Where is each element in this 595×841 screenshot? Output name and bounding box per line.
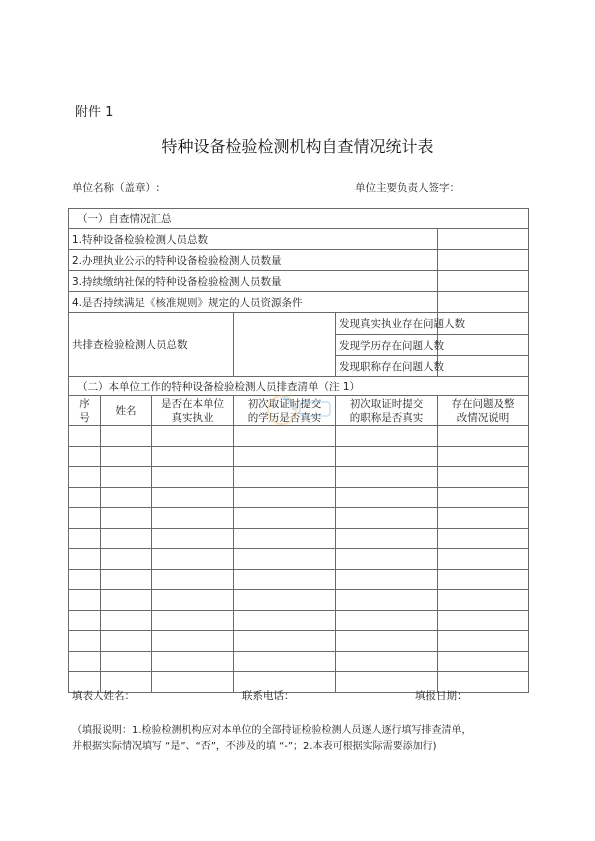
checklist-cell[interactable] <box>438 549 529 570</box>
summary-value-2[interactable] <box>438 250 529 271</box>
checklist-cell[interactable] <box>438 631 529 652</box>
issue-title-label: 发现职称存在问题人数 <box>336 356 438 377</box>
attachment-label: 附件 1 <box>75 105 114 120</box>
unit-name-label: 单位名称（盖章）: <box>72 182 160 194</box>
checklist-cell[interactable] <box>438 487 529 508</box>
checklist-cell[interactable] <box>69 651 101 672</box>
checklist-cell[interactable] <box>69 508 101 529</box>
checklist-cell[interactable] <box>336 487 438 508</box>
checklist-row <box>69 610 529 631</box>
checklist-cell[interactable] <box>152 631 234 652</box>
checklist-cell[interactable] <box>101 631 152 652</box>
principal-sign-label: 单位主要负责人签字： <box>355 182 460 194</box>
checklist-row <box>69 508 529 529</box>
checklist-cell[interactable] <box>69 631 101 652</box>
checklist-cell[interactable] <box>101 528 152 549</box>
checklist-cell[interactable] <box>101 569 152 590</box>
checklist-cell[interactable] <box>152 610 234 631</box>
checklist-row <box>69 590 529 611</box>
checklist-cell[interactable] <box>336 610 438 631</box>
summary-item-1: 1.特种设备检验检测人员总数 <box>69 229 438 250</box>
checklist-cell[interactable] <box>438 446 529 467</box>
checklist-cell[interactable] <box>152 446 234 467</box>
instructions-line-2: 并根据实际情况填写 “是”、“否”，不涉及的填 “-”；2.本表可根据实际需要添加行) <box>72 741 437 752</box>
checklist-cell[interactable] <box>234 446 336 467</box>
checklist-section-title: （二）本单位工作的特种设备检验检测人员排查清单（注 1） <box>69 377 529 396</box>
checklist-cell[interactable] <box>438 426 529 447</box>
checklist-cell[interactable] <box>152 426 234 447</box>
checklist-cell[interactable] <box>336 549 438 570</box>
checklist-cell[interactable] <box>101 651 152 672</box>
issue-practice-label: 发现真实执业存在问题人数 <box>336 313 438 335</box>
summary-item-4: 4.是否持续满足《核准规则》规定的人员资源条件 <box>69 292 438 313</box>
checklist-body <box>69 426 529 693</box>
summary-value-1[interactable] <box>438 229 529 250</box>
report-date-label: 填报日期： <box>415 690 468 702</box>
checklist-cell[interactable] <box>69 487 101 508</box>
checklist-cell[interactable] <box>438 590 529 611</box>
checklist-cell[interactable] <box>234 610 336 631</box>
checklist-cell[interactable] <box>69 446 101 467</box>
checklist-cell[interactable] <box>336 508 438 529</box>
checklist-cell[interactable] <box>101 508 152 529</box>
checklist-cell[interactable] <box>152 549 234 570</box>
issue-education-value[interactable] <box>438 335 529 356</box>
checklist-cell[interactable] <box>101 610 152 631</box>
cnki-style-watermark-icon <box>260 380 340 440</box>
checklist-row <box>69 569 529 590</box>
checklist-cell[interactable] <box>438 467 529 488</box>
total-checked-value[interactable] <box>234 313 336 377</box>
checklist-cell[interactable] <box>336 528 438 549</box>
checklist-cell[interactable] <box>69 467 101 488</box>
filler-name-label: 填表人姓名： <box>72 690 135 702</box>
checklist-cell[interactable] <box>336 446 438 467</box>
checklist-cell[interactable] <box>234 508 336 529</box>
checklist-cell[interactable] <box>101 549 152 570</box>
checklist-row <box>69 487 529 508</box>
checklist-cell[interactable] <box>234 569 336 590</box>
checklist-cell[interactable] <box>438 528 529 549</box>
checklist-cell[interactable] <box>69 569 101 590</box>
checklist-cell[interactable] <box>336 590 438 611</box>
checklist-cell[interactable] <box>101 590 152 611</box>
col-header-title: 初次取证时提交 的职称是否真实 <box>336 396 438 426</box>
checklist-cell[interactable] <box>69 528 101 549</box>
issue-education-label: 发现学历存在问题人数 <box>336 335 438 356</box>
checklist-cell[interactable] <box>336 569 438 590</box>
col-header-education: 初次取证时提交 的学历是否真实 <box>234 396 336 426</box>
checklist-cell[interactable] <box>101 467 152 488</box>
checklist-row <box>69 467 529 488</box>
col-header-index: 序 号 <box>69 396 101 426</box>
checklist-row <box>69 631 529 652</box>
checklist-cell[interactable] <box>234 631 336 652</box>
checklist-cell[interactable] <box>152 487 234 508</box>
checklist-cell[interactable] <box>152 508 234 529</box>
issue-title-value[interactable] <box>438 356 529 377</box>
checklist-row <box>69 446 529 467</box>
checklist-cell[interactable] <box>152 467 234 488</box>
checklist-cell[interactable] <box>101 446 152 467</box>
checklist-cell[interactable] <box>336 631 438 652</box>
checklist-cell[interactable] <box>101 487 152 508</box>
summary-value-3[interactable] <box>438 271 529 292</box>
checklist-cell[interactable] <box>234 549 336 570</box>
checklist-cell[interactable] <box>152 651 234 672</box>
summary-item-3: 3.持续缴纳社保的特种设备检验检测人员数量 <box>69 271 438 292</box>
self-inspection-table <box>68 208 529 693</box>
checklist-cell[interactable] <box>152 672 234 693</box>
col-header-practicing: 是否在本单位 真实执业 <box>152 396 234 426</box>
page-title: 特种设备检验检测机构自查情况统计表 <box>161 137 434 156</box>
checklist-cell[interactable] <box>234 487 336 508</box>
checklist-cell[interactable] <box>234 590 336 611</box>
instructions-line-1: （填报说明：1.检验检测机构应对本单位的全部持证检验检测人员逐人逐行填写排查清单， <box>72 725 472 736</box>
checklist-cell[interactable] <box>152 569 234 590</box>
summary-item-2: 2.办理执业公示的特种设备检验检测人员数量 <box>69 250 438 271</box>
checklist-cell[interactable] <box>69 590 101 611</box>
phone-label: 联系电话： <box>242 690 295 702</box>
checklist-cell[interactable] <box>336 651 438 672</box>
checklist-cell[interactable] <box>234 651 336 672</box>
checklist-cell[interactable] <box>438 508 529 529</box>
col-header-name: 姓名 <box>101 396 152 426</box>
checklist-row <box>69 528 529 549</box>
summary-section-title: （一）自查情况汇总 <box>69 209 529 229</box>
checklist-cell[interactable] <box>69 549 101 570</box>
checklist-cell[interactable] <box>101 426 152 447</box>
checklist-cell[interactable] <box>438 610 529 631</box>
checklist-cell[interactable] <box>152 590 234 611</box>
col-header-issues: 存在问题及整 改情况说明 <box>438 396 529 426</box>
checklist-cell[interactable] <box>234 467 336 488</box>
checklist-cell[interactable] <box>438 651 529 672</box>
checklist-cell[interactable] <box>69 426 101 447</box>
total-checked-label: 共排查检验检测人员总数 <box>69 313 234 377</box>
checklist-cell[interactable] <box>336 467 438 488</box>
checklist-cell[interactable] <box>234 528 336 549</box>
checklist-cell[interactable] <box>69 610 101 631</box>
summary-value-4[interactable] <box>438 292 529 313</box>
checklist-row <box>69 549 529 570</box>
checklist-cell[interactable] <box>152 528 234 549</box>
checklist-row <box>69 651 529 672</box>
checklist-cell[interactable] <box>336 426 438 447</box>
checklist-cell[interactable] <box>438 569 529 590</box>
